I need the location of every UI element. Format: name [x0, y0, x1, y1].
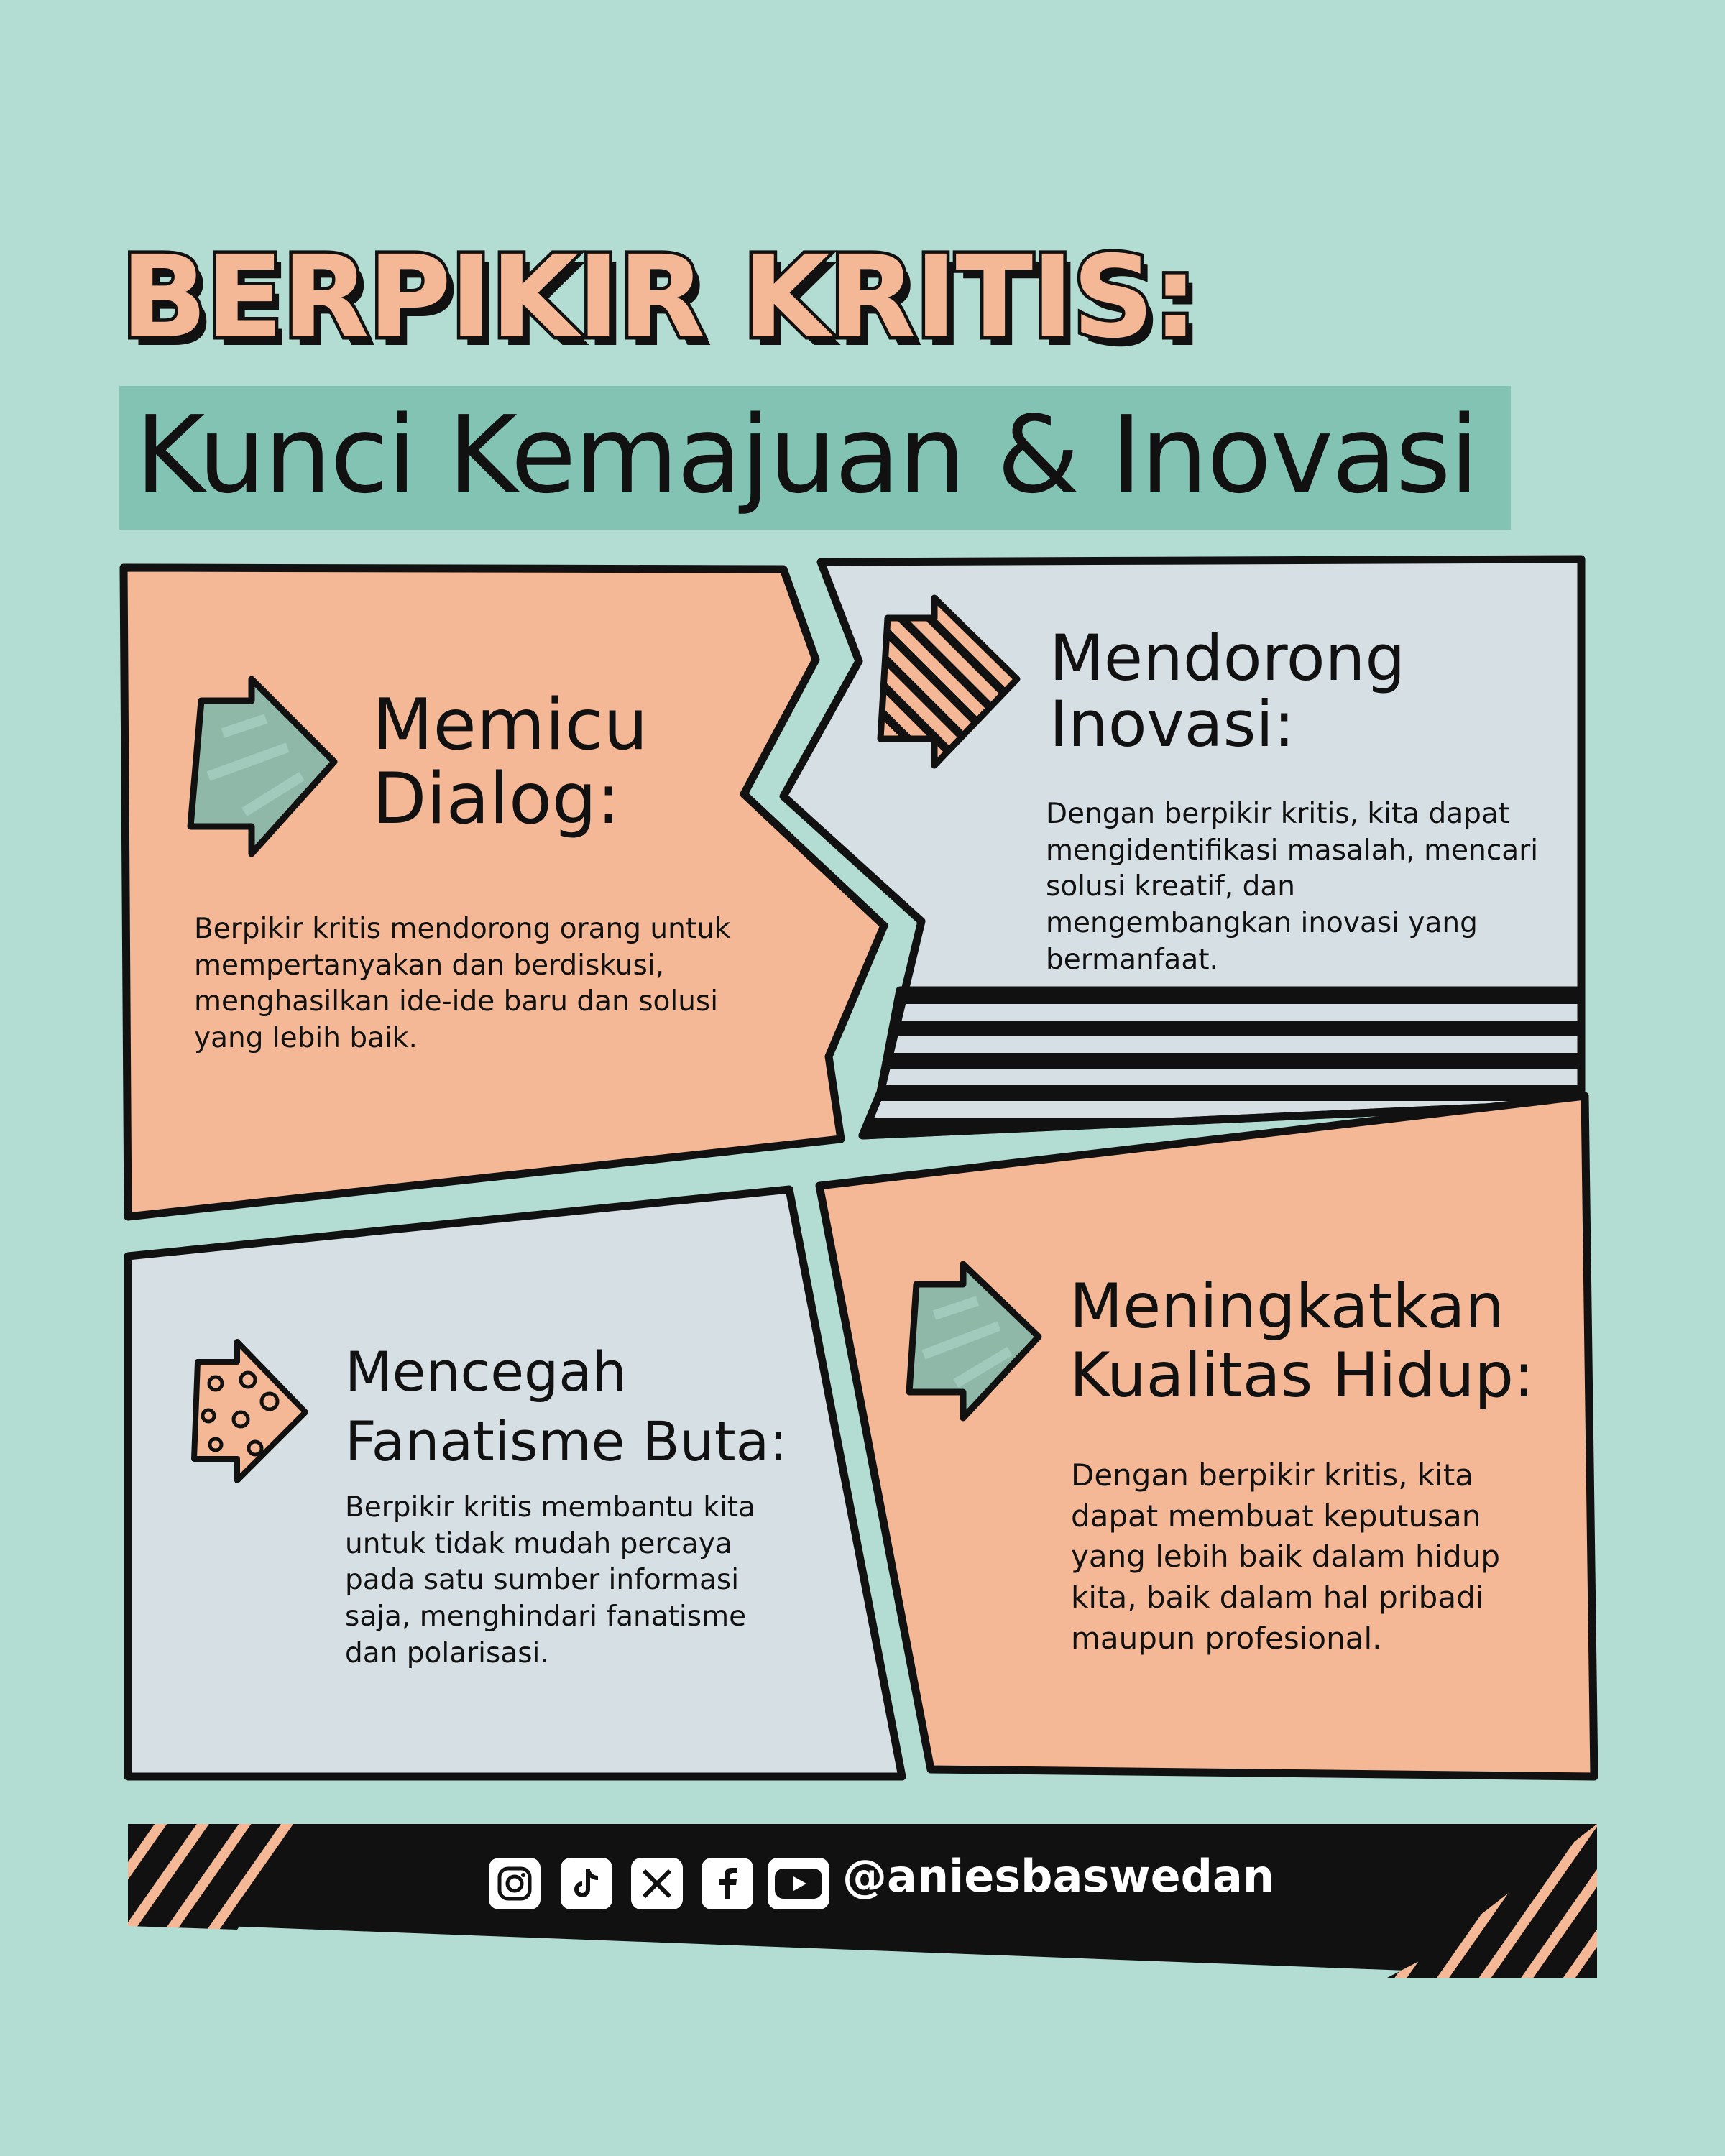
quality-body: Dengan berpikir kritis, kita dapat membuat keputusan yang lebih baik dalam hidup kita, baik dalam hal pribadi maupun profesional. [1071, 1457, 1501, 1656]
page-title: BERPIKIR KRITIS: [121, 231, 1197, 364]
x-icon[interactable] [631, 1858, 683, 1909]
innovation-body: Dengan berpikir kritis, kita dapat mengidentifikasi masalah, mencari solusi kreatif, dan mengembangkan inovasi yang bermanfaat. [1046, 798, 1539, 976]
arrow-icon [898, 1254, 1049, 1427]
dialog-heading-line2: Dialog: [372, 757, 621, 840]
innovation-heading [1049, 621, 1406, 762]
fanaticism-heading [345, 1337, 788, 1477]
dialog-heading [372, 684, 648, 840]
dialog-body: Berpikir kritis mendorong orang untuk mempertanyakan dan berdiskusi, menghasilkan ide-ide baru dan solusi yang lebih baik. [194, 913, 731, 1055]
innovation-heading-line1: Mendorong [1049, 621, 1406, 695]
instagram-icon[interactable] [489, 1858, 540, 1909]
panel-dialog-shape [124, 568, 884, 1217]
tiktok-icon[interactable] [561, 1858, 612, 1909]
youtube-icon[interactable] [768, 1858, 829, 1909]
quality-heading-line2: Kualitas Hidup: [1070, 1340, 1535, 1412]
striped-arrow-icon [866, 589, 1028, 776]
dotted-arrow-icon [183, 1333, 316, 1488]
quality-heading [1070, 1272, 1535, 1411]
fanaticism-body: Berpikir kritis membantu kita untuk tidak mudah percaya pada satu sumber informasi saja, menghindari fanatisme dan polarisasi. [345, 1491, 755, 1669]
arrow-icon [180, 668, 345, 870]
facebook-icon[interactable] [702, 1858, 753, 1909]
fanaticism-heading-line1: Mencegah [345, 1340, 627, 1404]
dialog-heading-line1: Memicu [372, 684, 648, 766]
panel-quality-shape [819, 1096, 1594, 1777]
innovation-heading-line2: Inovasi: [1049, 687, 1295, 762]
social-handle[interactable]: @aniesbaswedan [842, 1850, 1274, 1902]
fanaticism-heading-line2: Fanatisme Buta: [345, 1409, 788, 1474]
quality-heading-line1: Meningkatkan [1070, 1271, 1504, 1342]
page-subtitle: Kunci Kemajuan & Inovasi [135, 393, 1478, 517]
